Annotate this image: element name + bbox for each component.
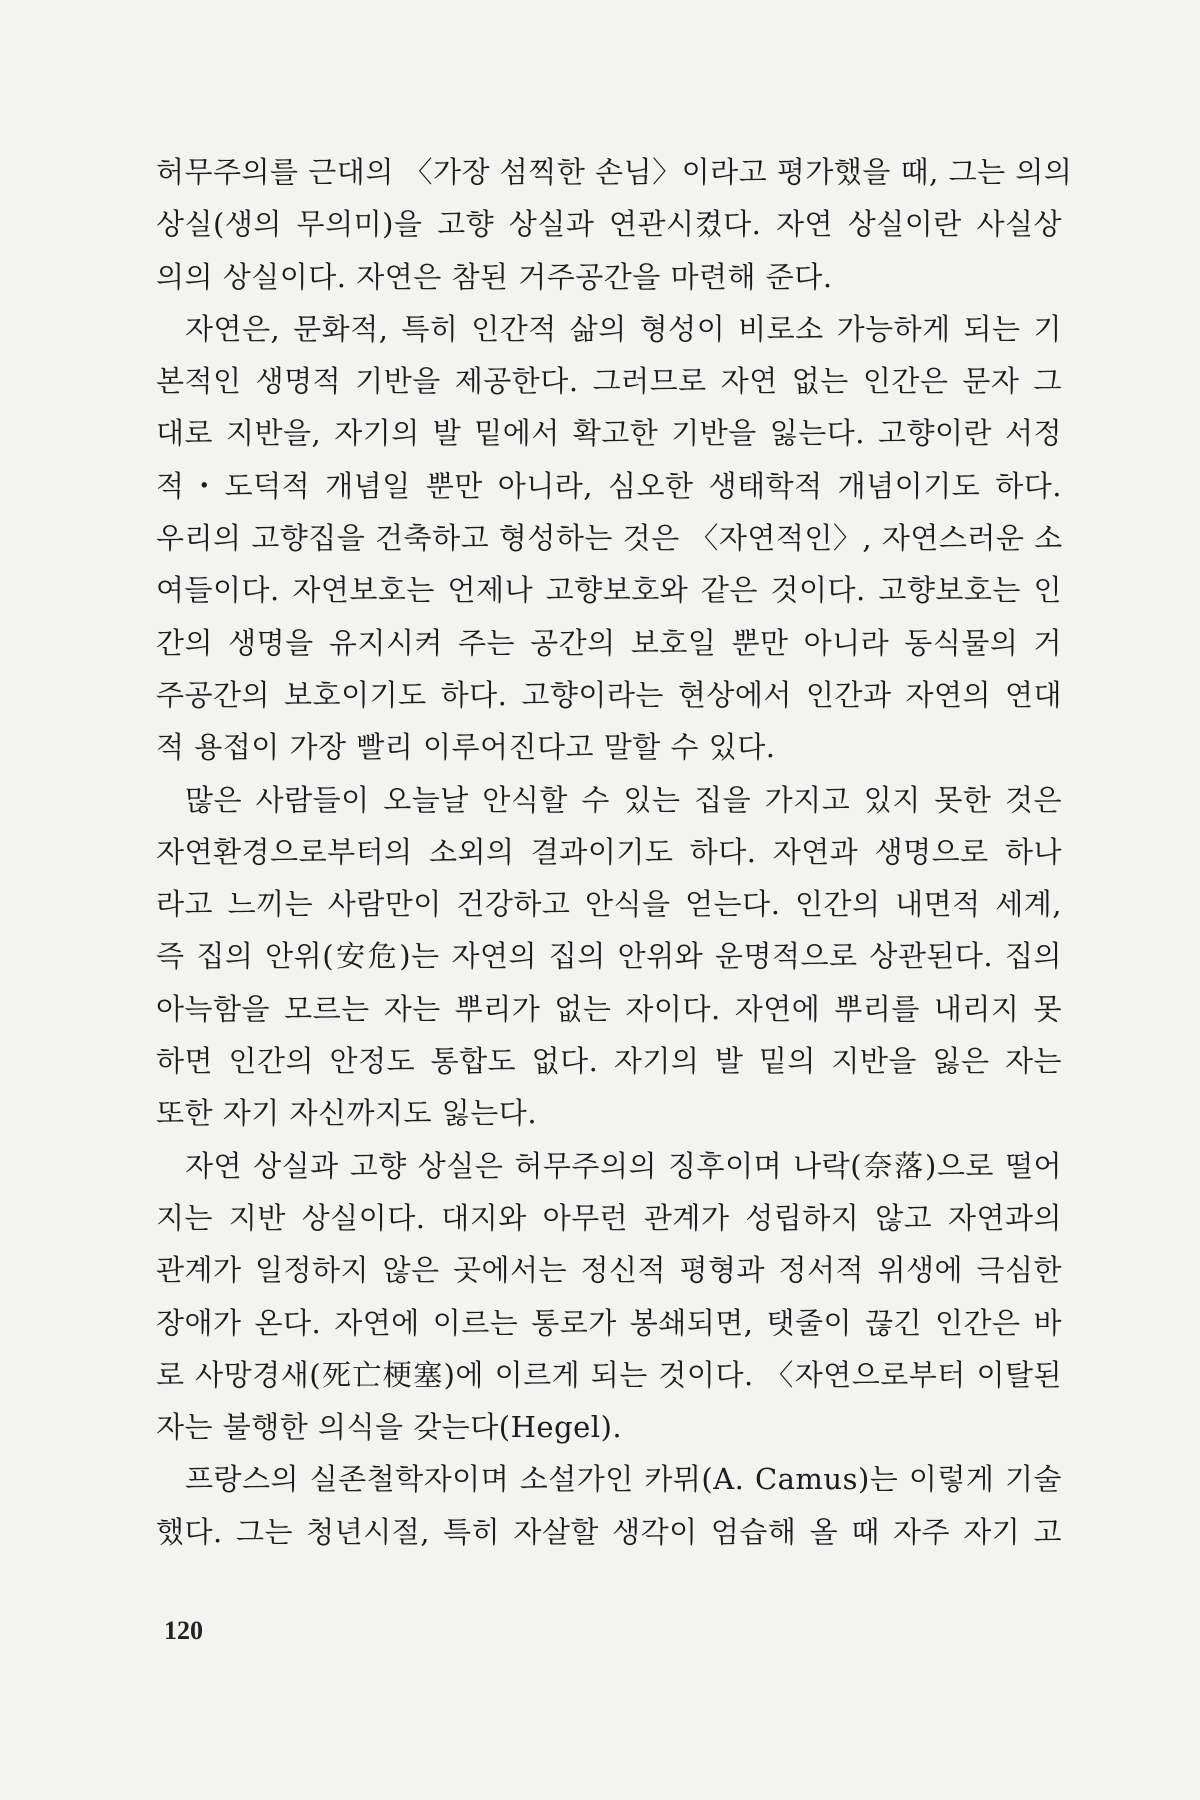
text-line: 프랑스의 실존철학자이며 소설가인 카뮈(A. Camus)는 이렇게 기술 bbox=[185, 1462, 1062, 1497]
text-line: 적・도덕적 개념일 뿐만 아니라, 심오한 생태학적 개념이기도 하다. bbox=[156, 468, 1062, 503]
text-line: 주공간의 보호이기도 하다. 고향이라는 현상에서 인간과 자연의 연대 bbox=[156, 677, 1062, 712]
text-line: 많은 사람들이 오늘날 안식할 수 있는 집을 가지고 있지 못한 것은 bbox=[185, 782, 1062, 817]
text-line: 또한 자기 자신까지도 잃는다. bbox=[156, 1096, 538, 1131]
text-line: 적 용접이 가장 빨리 이루어진다고 말할 수 있다. bbox=[156, 730, 776, 765]
text-line: 허무주의를 근대의 〈가장 섬찍한 손님〉이라고 평가했을 때, 그는 의의 bbox=[156, 155, 1073, 189]
text-line: 대로 지반을, 자기의 발 밑에서 확고한 기반을 잃는다. 고향이란 서정 bbox=[156, 416, 1062, 451]
text-line: 하면 인간의 안정도 통합도 없다. 자기의 발 밑의 지반을 잃은 자는 bbox=[156, 1044, 1062, 1079]
text-line: 자연환경으로부터의 소외의 결과이기도 하다. 자연과 생명으로 하나 bbox=[156, 834, 1062, 869]
text-line: 지는 지반 상실이다. 대지와 아무런 관계가 성립하지 않고 자연과의 bbox=[156, 1200, 1062, 1235]
text-line: 상실(생의 무의미)을 고향 상실과 연관시켰다. 자연 상실이란 사실상 bbox=[156, 207, 1062, 242]
text-line: 장애가 온다. 자연에 이르는 통로가 봉쇄되면, 탯줄이 끊긴 인간은 바 bbox=[156, 1305, 1062, 1340]
text-line: 간의 생명을 유지시켜 주는 공간의 보호일 뿐만 아니라 동식물의 거 bbox=[156, 625, 1062, 660]
text-line: 했다. 그는 청년시절, 특히 자살할 생각이 엄습해 올 때 자주 자기 고 bbox=[156, 1514, 1062, 1549]
text-line: 관계가 일정하지 않은 곳에서는 정신적 평형과 정서적 위생에 극심한 bbox=[156, 1253, 1062, 1288]
text-line: 여들이다. 자연보호는 언제나 고향보호와 같은 것이다. 고향보호는 인 bbox=[156, 573, 1062, 608]
text-line: 자연 상실과 고향 상실은 허무주의의 징후이며 나락(奈落)으로 떨어 bbox=[185, 1148, 1062, 1183]
page-number: 120 bbox=[164, 1616, 203, 1645]
text-line: 로 사망경새(死亡梗塞)에 이르게 되는 것이다. 〈자연으로부터 이탈된 bbox=[156, 1357, 1062, 1392]
text-line: 아늑함을 모르는 자는 뿌리가 없는 자이다. 자연에 뿌리를 내리지 못 bbox=[156, 991, 1062, 1026]
text-line: 의의 상실이다. 자연은 참된 거주공간을 마련해 준다. bbox=[156, 259, 833, 294]
text-line: 우리의 고향집을 건축하고 형성하는 것은 〈자연적인〉, 자연스러운 소 bbox=[156, 521, 1063, 556]
text-line: 자는 불행한 의식을 갖는다(Hegel). bbox=[156, 1410, 623, 1445]
text-line: 즉 집의 안위(安危)는 자연의 집의 안위와 운명적으로 상관된다. 집의 bbox=[156, 939, 1062, 974]
text-line: 자연은, 문화적, 특히 인간적 삶의 형성이 비로소 가능하게 되는 기 bbox=[185, 311, 1062, 346]
text-line: 라고 느끼는 사람만이 건강하고 안식을 얻는다. 인간의 내면적 세계, bbox=[156, 887, 1062, 922]
body-text bbox=[156, 146, 1073, 1558]
text-line: 본적인 생명적 기반을 제공한다. 그러므로 자연 없는 인간은 문자 그 bbox=[156, 364, 1062, 399]
